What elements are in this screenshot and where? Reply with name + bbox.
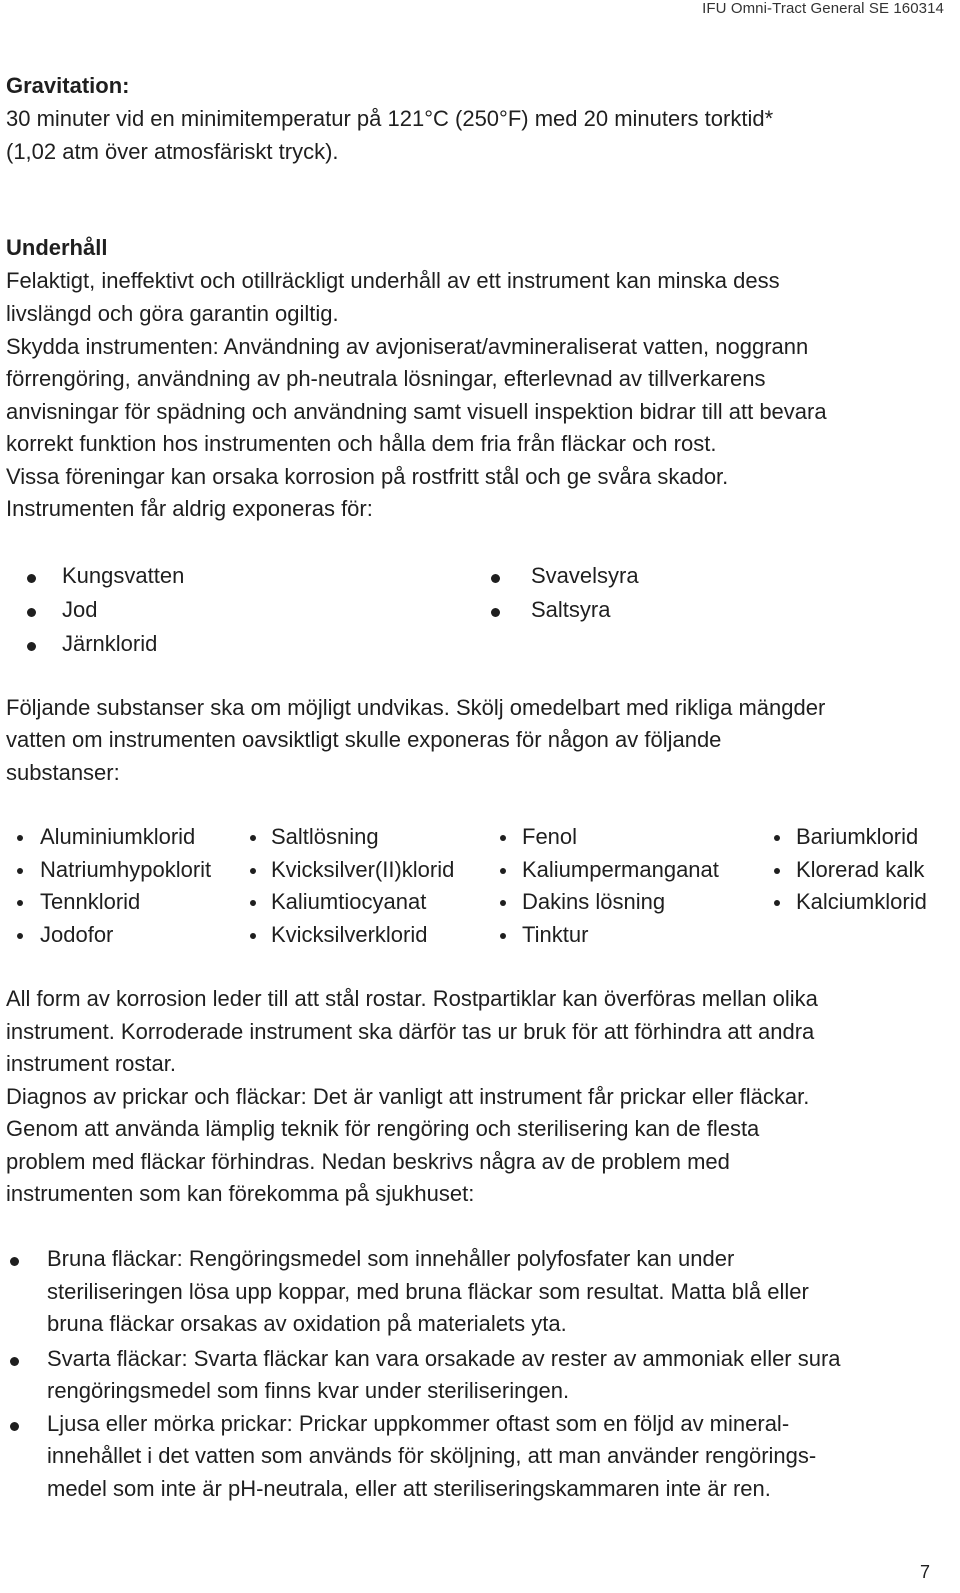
avoid-intro-line: Följande substanser ska om möjligt undvikas. Skölj omedelbart med rikliga mängder <box>6 695 826 720</box>
gravitation-heading: Gravitation: <box>6 73 130 98</box>
bullet-icon <box>774 835 780 841</box>
list-item: Kaliumtiocyanat <box>271 889 427 914</box>
list-item: Svarta fläckar: Svarta fläckar kan vara orsakade av rester av ammoniak eller sura <box>47 1346 841 1371</box>
corrosion-line: Diagnos av prickar och fläckar: Det är vanligt att instrument får prickar eller fläckar. <box>6 1084 810 1109</box>
list-item-continuation: steriliseringen lösa upp koppar, med bruna fläckar som resultat. Matta blå eller <box>47 1279 809 1304</box>
corrosion-line: instrument. Korroderade instrument ska därför tas ur bruk för att förhindra att andra <box>6 1019 815 1044</box>
list-item: Jodofor <box>40 922 114 947</box>
list-item-continuation: medel som inte är pH-neutrala, eller att steriliseringskammaren inte är ren. <box>47 1476 771 1501</box>
gravitation-line: 30 minuter vid en minimitemperatur på 121°C (250°F) med 20 minuters torktid* <box>6 106 774 131</box>
bullet-icon <box>10 1357 19 1366</box>
list-item: Ljusa eller mörka prickar: Prickar uppkommer oftast som en följd av mineral- <box>47 1411 790 1436</box>
bullet-icon <box>491 574 500 583</box>
list-item: Svavelsyra <box>531 563 639 588</box>
bullet-icon <box>774 900 780 906</box>
corrosion-line: problem med fläckar förhindras. Nedan beskrivs några av de problem med <box>6 1149 730 1174</box>
bullet-icon <box>250 933 256 939</box>
bullet-icon <box>27 642 36 651</box>
list-item: Kvicksilver(II)klorid <box>271 857 455 882</box>
list-item-continuation: bruna fläckar orsakas av oxidation på materialets yta. <box>47 1311 567 1336</box>
bullet-icon <box>250 868 256 874</box>
list-item: Tennklorid <box>40 889 141 914</box>
list-item: Dakins lösning <box>522 889 666 914</box>
list-item: Bruna fläckar: Rengöringsmedel som innehåller polyfosfater kan under <box>47 1246 735 1271</box>
corrosion-line: instrumenten som kan förekomma på sjukhuset: <box>6 1181 475 1206</box>
list-item-continuation: innehållet i det vatten som används för sköljning, att man använder rengörings- <box>47 1443 817 1468</box>
corrosion-line: instrument rostar. <box>6 1051 176 1076</box>
bullet-icon <box>27 608 36 617</box>
underhall-heading: Underhåll <box>6 235 108 260</box>
underhall-line: Skydda instrumenten: Användning av avjoniserat/avmineraliserat vatten, noggrann <box>6 334 809 359</box>
bullet-icon <box>500 900 506 906</box>
list-item: Saltlösning <box>271 824 379 849</box>
underhall-line: anvisningar för spädning och användning samt visuell inspektion bidrar till att bevara <box>6 399 827 424</box>
bullet-icon <box>17 900 23 906</box>
list-item: Aluminiumklorid <box>40 824 196 849</box>
bullet-icon <box>500 868 506 874</box>
underhall-line: Felaktigt, ineffektivt och otillräckligt underhåll av ett instrument kan minska dess <box>6 268 780 293</box>
avoid-intro-line: substanser: <box>6 760 120 785</box>
list-item: Kaliumpermanganat <box>522 857 719 882</box>
bullet-icon <box>491 608 500 617</box>
bullet-icon <box>10 1422 19 1431</box>
list-item: Jod <box>62 597 98 622</box>
bullet-icon <box>500 933 506 939</box>
page-number: 7 <box>919 1562 930 1582</box>
underhall-line: livslängd och göra garantin ogiltig. <box>6 301 339 326</box>
bullet-icon <box>17 835 23 841</box>
list-item: Kalciumklorid <box>796 889 927 914</box>
corrosion-line: Genom att använda lämplig teknik för rengöring och sterilisering kan de flesta <box>6 1116 760 1141</box>
underhall-line: förrengöring, användning av ph-neutrala lösningar, efterlevnad av tillverkarens <box>6 366 766 391</box>
bullet-icon <box>250 835 256 841</box>
document-id-header: IFU Omni-Tract General SE 160314 <box>702 0 944 17</box>
bullet-icon <box>17 868 23 874</box>
list-item-continuation: rengöringsmedel som finns kvar under steriliseringen. <box>47 1378 570 1403</box>
list-item: Järnklorid <box>62 631 158 656</box>
bullet-icon <box>27 574 36 583</box>
list-item: Kvicksilverklorid <box>271 922 428 947</box>
bullet-icon <box>10 1257 19 1266</box>
bullet-icon <box>774 868 780 874</box>
underhall-line: korrekt funktion hos instrumenten och hålla dem fria från fläckar och rost. <box>6 431 717 456</box>
list-item: Fenol <box>522 824 578 849</box>
list-item: Klorerad kalk <box>796 857 925 882</box>
bullet-icon <box>500 835 506 841</box>
list-item: Tinktur <box>522 922 589 947</box>
bullet-icon <box>250 900 256 906</box>
underhall-line: Vissa föreningar kan orsaka korrosion på rostfritt stål och ge svåra skador. <box>6 464 729 489</box>
bullet-icon <box>17 933 23 939</box>
list-item: Saltsyra <box>531 597 611 622</box>
avoid-intro-line: vatten om instrumenten oavsiktligt skulle exponeras för någon av följande <box>6 727 722 752</box>
gravitation-line: (1,02 atm över atmosfäriskt tryck). <box>6 139 339 164</box>
list-item: Bariumklorid <box>796 824 919 849</box>
list-item: Kungsvatten <box>62 563 185 588</box>
list-item: Natriumhypoklorit <box>40 857 212 882</box>
corrosion-line: All form av korrosion leder till att stål rostar. Rostpartiklar kan överföras mellan olika <box>6 986 818 1011</box>
underhall-line: Instrumenten får aldrig exponeras för: <box>6 496 373 521</box>
